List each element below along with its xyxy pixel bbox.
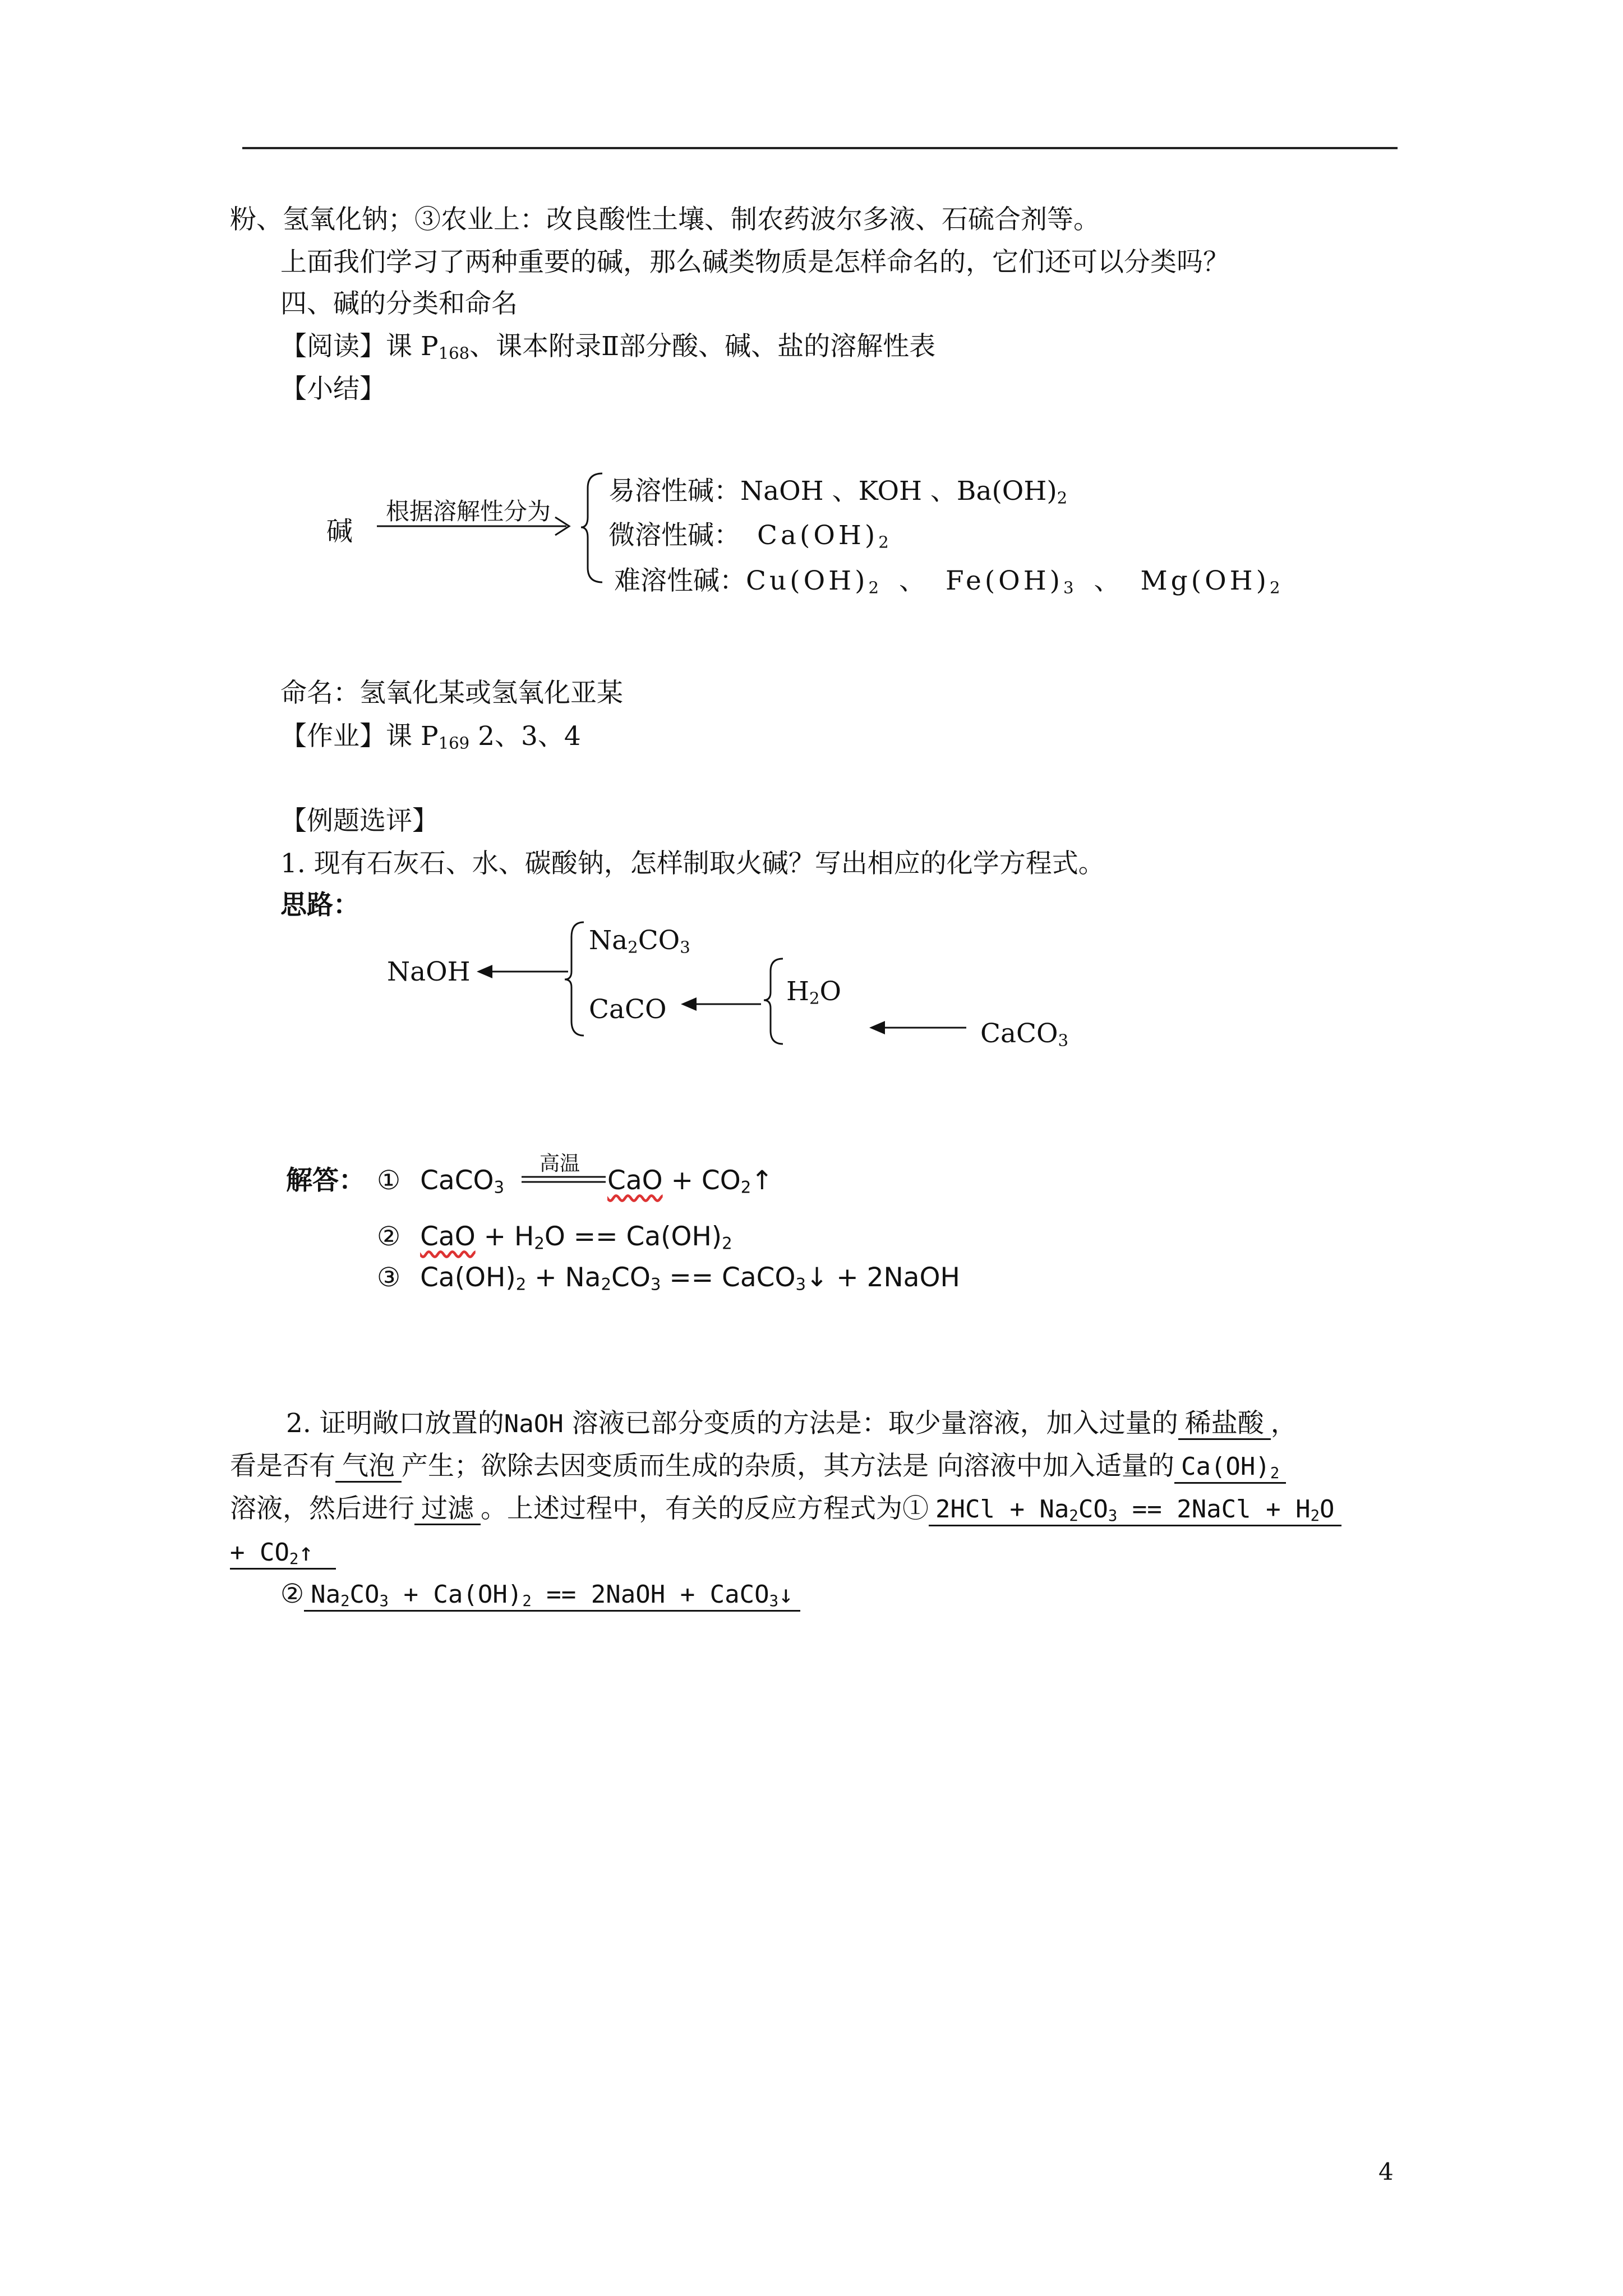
- answer-reaction-2: ② CaO + $H_2O == Ca(OH)_2$: [377, 1221, 732, 1253]
- flow-arrow-2: [680, 993, 764, 1015]
- question-2-line-5: ② $Na_2CO_3 + Ca(OH)_2$ == 2NaOH + CaCO$_3$↓: [280, 1577, 800, 1612]
- answer-blank-5: $2HCl + Na_2CO_3$ == 2NaCl + $H_2O$: [929, 1496, 1341, 1526]
- flow-na2co3: $Na_2CO_3$: [589, 925, 690, 957]
- answer-condition: 高温: [540, 1152, 580, 1175]
- flow-naoh: NaOH: [387, 956, 471, 987]
- flow-brace-2: [763, 956, 785, 1046]
- classification-brace: [583, 471, 606, 583]
- classification-root: 碱: [326, 516, 353, 547]
- question-2-line-3: 溶液，然后进行 过滤 。上述过程中，有关的反应方程式为① $2HCl + Na_2CO_3$ == 2NaCl + $H_2O$: [230, 1492, 1341, 1526]
- flow-clipped-caco: CaCO: [589, 994, 667, 1025]
- flow-h2o: $H_2O$: [786, 976, 842, 1008]
- answer-reaction-3: ③ $Ca(OH)_2 + Na_2CO_3$ == CaCO$_3$↓ + 2NaOH: [377, 1262, 960, 1294]
- answer-label: 解答：: [286, 1165, 365, 1196]
- classification-arrow-label: 根据溶解性分为: [386, 498, 551, 525]
- text-line-1: 粉、氢氧化钠；③农业上：改良酸性土壤、制农药波尔多液、石硫合剂等。: [230, 204, 1100, 235]
- reading-line: 【阅读】课 $P_{168}$、课本附录Ⅱ部分酸、碱、盐的溶解性表: [280, 331, 936, 363]
- question-2-line-2: 看是否有 气泡 产生；欲除去因变质而生成的杂质，其方法是 向溶液中加入适量的 $Ca(OH)_2$: [230, 1450, 1286, 1484]
- answer-blank-5-cont: + $CO_2↑$: [230, 1539, 336, 1570]
- header-rule: [242, 147, 1398, 149]
- answer-blank-3: $Ca(OH)_2$: [1174, 1453, 1286, 1484]
- section-heading: 四、碱的分类和命名: [280, 288, 518, 319]
- answer-blank-4: 过滤: [414, 1494, 481, 1525]
- answer-reaction-1: ① CaCO$_3$: [377, 1165, 505, 1197]
- insoluble-bases-row: 难溶性碱：$Cu(OH)_2$ 、 $Fe(OH)_3$ 、 $Mg(OH)_2$: [614, 565, 1280, 597]
- naming-line: 命名：氢氧化某或氢氧化亚某: [280, 678, 623, 708]
- text-line-2: 上面我们学习了两种重要的碱，那么碱类物质是怎样命名的，它们还可以分类吗？: [280, 247, 1229, 278]
- question-2-line-4: [230, 1535, 336, 1570]
- answer-blank-2: 气泡: [335, 1452, 402, 1483]
- soluble-bases-row: 易溶性碱：NaOH 、KOH 、$Ba(OH)_2$: [608, 476, 1068, 508]
- summary-heading: 【小结】: [280, 374, 386, 404]
- flow-brace-1: [564, 920, 586, 1038]
- answer-blank-6: $Na_2CO_3 + Ca(OH)_2$ == 2NaOH + CaCO$_3$↓: [304, 1581, 800, 1612]
- example-heading: 【例题选评】: [280, 806, 439, 836]
- classification-arrow: [376, 505, 578, 539]
- homework-line: 【作业】课 $P_{169}$ 2、3、4: [280, 721, 581, 753]
- page-number: 4: [1378, 2158, 1394, 2185]
- flow-arrow-3: [868, 1016, 969, 1039]
- flow-arrow-1: [476, 960, 571, 983]
- slightly-soluble-row: 微溶性碱： $Ca(OH)_2$: [608, 520, 889, 552]
- answer-blank-1: 稀盐酸: [1178, 1409, 1271, 1440]
- question-2-line-1: 2. 证明敞口放置的NaOH 溶液已部分变质的方法是：取少量溶液，加入过量的 稀盐酸 ，: [286, 1408, 1297, 1439]
- answer-reaction-1-products: CaO + $CO_2↑$: [607, 1165, 773, 1197]
- question-1: 1. 现有石灰石、水、碳酸钠，怎样制取火碱？写出相应的化学方程式。: [280, 848, 1105, 879]
- answer-double-line: [522, 1175, 606, 1184]
- thinking-label: 思路：: [280, 890, 359, 921]
- flow-caco3: CaCO$_3$: [980, 1018, 1069, 1050]
